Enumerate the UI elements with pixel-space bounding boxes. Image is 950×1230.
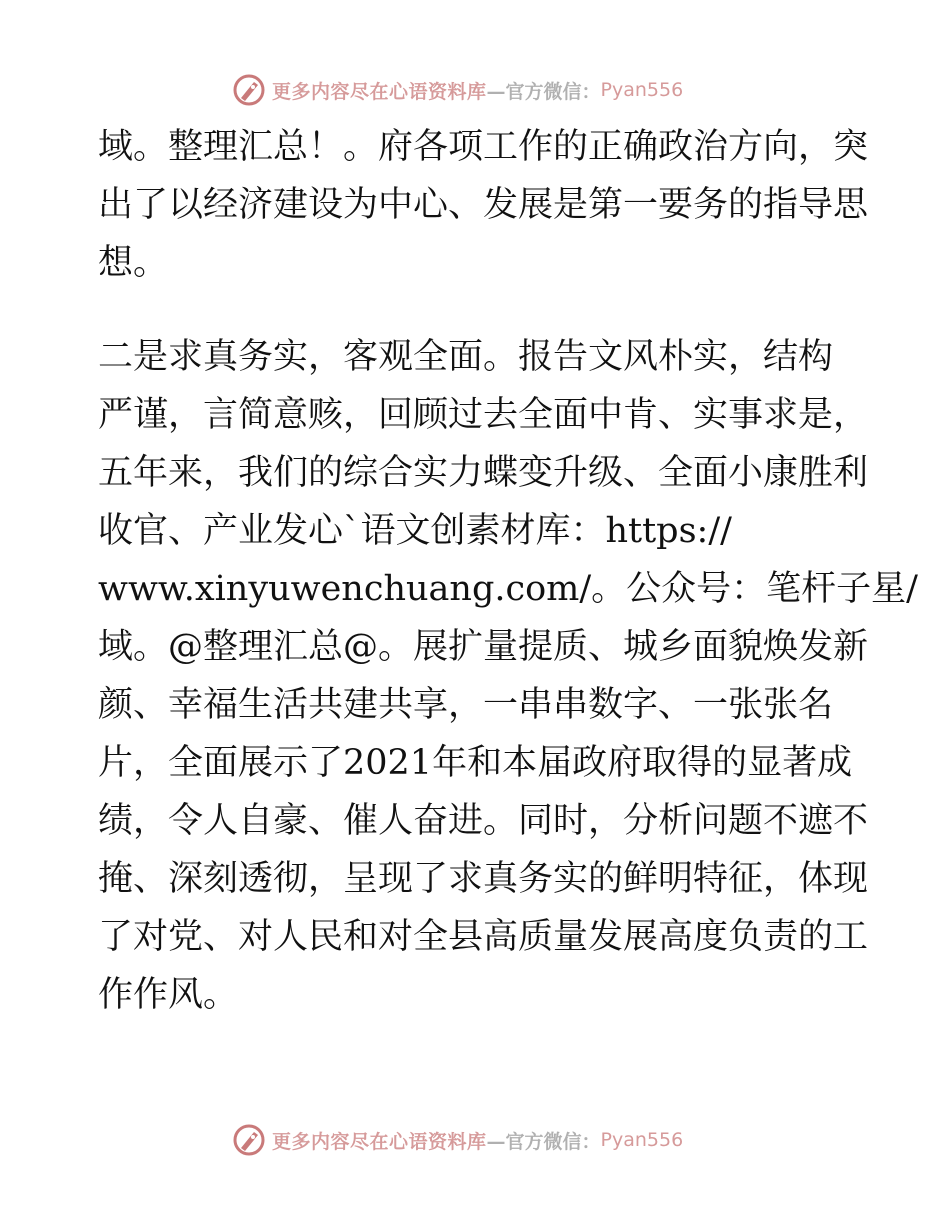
footer-title: 更多内容尽在心语资料库 — [272, 1130, 487, 1153]
text-line: 想。 — [98, 243, 169, 283]
paragraph-gap — [98, 292, 858, 328]
text-line: 域。整理汇总！。府各项工作的正确政治方向，突 — [98, 127, 869, 167]
body-text — [98, 118, 918, 1024]
pen-logo-icon — [232, 1123, 266, 1157]
text-line: 五年来，我们的综合实力蝶变升级、全面小康胜利 — [98, 453, 869, 493]
text-line: 作作风。 — [98, 975, 239, 1015]
text-line: 了对党、对人民和对全县高质量发展高度负责的工 — [98, 917, 869, 957]
footer-wechat-label: —官方微信： — [486, 1130, 601, 1153]
text-line: 颜、幸福生活共建共享，一串串数字、一张张名 — [98, 685, 834, 725]
footer-banner — [232, 1122, 732, 1158]
text-line: 严谨，言简意赅，回顾过去全面中肯、实事求是， — [98, 395, 869, 435]
text-line: 收官、产业发心`语文创素材库：https:// — [98, 511, 732, 551]
text-line: 二是求真务实，客观全面。报告文风朴实，结构 — [98, 337, 834, 377]
header-banner — [232, 72, 732, 108]
text-line: 掩、深刻透彻，呈现了求真务实的鲜明特征，体现 — [98, 859, 869, 899]
text-line: 片，全面展示了2021年和本届政府取得的显著成 — [98, 743, 853, 783]
paragraph-1 — [98, 118, 869, 292]
text-line: 绩，令人自豪、催人奋进。同时，分析问题不遮不 — [98, 801, 869, 841]
footer-wechat-id: Pyan556 — [600, 1129, 684, 1151]
paragraph-2 — [98, 328, 918, 1024]
header-wechat-label: —官方微信： — [486, 80, 601, 103]
pen-logo-icon — [232, 73, 266, 107]
header-wechat-id: Pyan556 — [600, 79, 684, 101]
text-line: 域。@整理汇总@。展扩量提质、城乡面貌焕发新 — [98, 627, 869, 667]
text-line: www.xinyuwenchuang.com/。公众号：笔杆子星/ — [98, 569, 918, 609]
header-title: 更多内容尽在心语资料库 — [272, 80, 487, 103]
text-line: 出了以经济建设为中心、发展是第一要务的指导思 — [98, 185, 869, 225]
